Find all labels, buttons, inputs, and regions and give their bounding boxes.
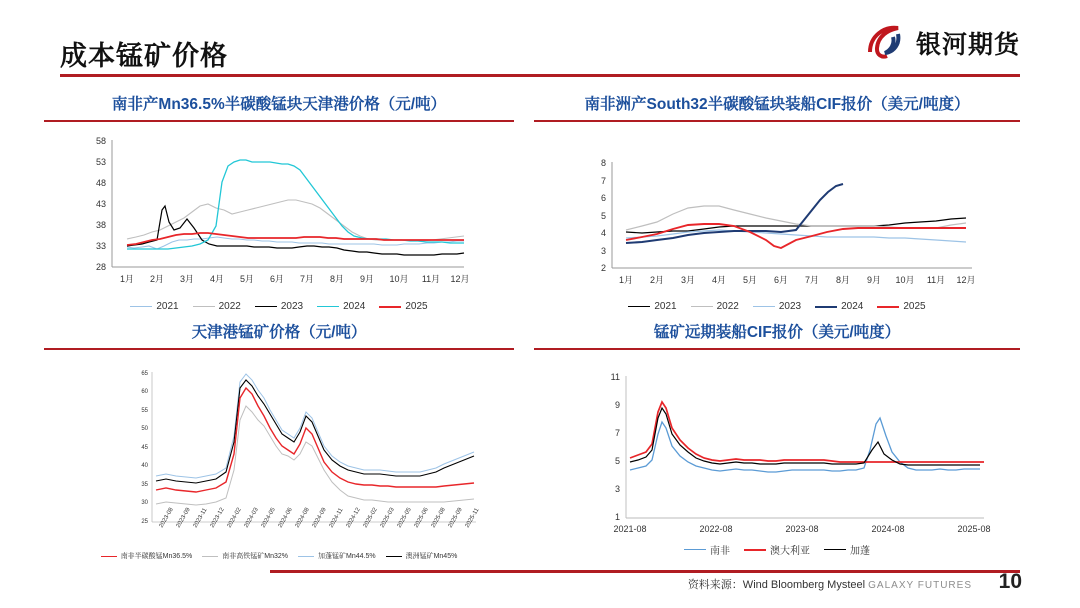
legend-swatch <box>255 306 277 307</box>
svg-text:2025-11: 2025-11 <box>464 507 481 529</box>
svg-text:53: 53 <box>95 157 106 167</box>
legend-item-south-africa[interactable] <box>684 542 730 557</box>
legend-label: 2025 <box>903 301 926 312</box>
legend-label: 2023 <box>280 301 304 312</box>
svg-text:6月: 6月 <box>773 275 789 285</box>
svg-text:35: 35 <box>141 482 148 488</box>
svg-text:8: 8 <box>600 158 606 168</box>
brand-name: 银河期货 <box>915 31 1020 59</box>
legend-swatch <box>317 306 339 307</box>
svg-text:58: 58 <box>95 136 106 146</box>
svg-text:50: 50 <box>141 426 148 432</box>
chart-area <box>534 350 1020 557</box>
title-divider <box>60 74 1020 77</box>
legend-swatch <box>628 306 650 307</box>
legend-swatch <box>815 306 837 308</box>
legend-item-sa-mn32[interactable] <box>202 551 288 561</box>
svg-text:2025-02: 2025-02 <box>362 506 379 529</box>
legend-label: 2021 <box>156 301 179 312</box>
svg-text:2024-12: 2024-12 <box>345 506 362 529</box>
page-number: 10 <box>998 570 1022 593</box>
svg-text:2024-02: 2024-02 <box>226 506 243 529</box>
svg-text:12月: 12月 <box>956 275 976 285</box>
svg-text:2025-03: 2025-03 <box>379 506 396 529</box>
chart-title: 南非产Mn36.5%半碳酸锰块天津港价格（元/吨） <box>111 96 447 113</box>
legend-label: 2021 <box>654 301 677 312</box>
svg-text:2023-11: 2023-11 <box>192 507 209 529</box>
legend-item-2022[interactable] <box>691 301 739 312</box>
svg-text:10月: 10月 <box>895 275 915 285</box>
svg-text:10月: 10月 <box>389 274 409 284</box>
legend-label: 2022 <box>218 301 241 312</box>
svg-text:43: 43 <box>95 199 106 209</box>
svg-text:48: 48 <box>95 178 106 188</box>
legend-label: 2024 <box>343 301 366 312</box>
chart-area <box>534 122 1020 312</box>
legend-item-sa-mn365[interactable] <box>101 551 193 561</box>
svg-text:2023-08: 2023-08 <box>785 524 819 534</box>
line-chart-tianjin-port <box>44 350 514 565</box>
legend-item-2025[interactable] <box>877 301 925 312</box>
svg-text:2025-09: 2025-09 <box>447 506 464 529</box>
svg-text:1月: 1月 <box>119 274 135 284</box>
svg-text:11月: 11月 <box>926 275 946 285</box>
legend-swatch <box>193 306 215 307</box>
legend-swatch <box>691 306 713 307</box>
legend-label: 加蓬锰矿Mn44.5% <box>318 553 376 560</box>
chart-legend <box>44 551 514 561</box>
svg-text:2月: 2月 <box>149 274 165 284</box>
chart-legend <box>534 542 1020 557</box>
svg-text:2024-11: 2024-11 <box>328 507 345 529</box>
svg-text:5月: 5月 <box>239 274 255 284</box>
footer-divider <box>270 570 1020 573</box>
legend-label: 2025 <box>405 301 428 312</box>
svg-text:30: 30 <box>141 500 148 506</box>
svg-text:2025-06: 2025-06 <box>413 506 430 529</box>
legend-item-australia-mn45[interactable] <box>386 551 458 561</box>
svg-text:7: 7 <box>614 428 620 438</box>
legend-swatch <box>877 306 899 308</box>
source-label: 资料来源：Wind Bloomberg Mysteel <box>687 579 866 591</box>
chart-title: 天津港锰矿价格（元/吨） <box>191 324 367 341</box>
legend-swatch <box>202 556 218 557</box>
svg-text:2024-06: 2024-06 <box>277 506 294 529</box>
svg-text:7月: 7月 <box>804 275 820 285</box>
legend-item-2023[interactable] <box>255 301 303 312</box>
chart-title: 南非洲产South32半碳酸锰块装船CIF报价（美元/吨度） <box>584 96 970 113</box>
legend-item-gabon[interactable] <box>824 542 870 557</box>
legend-item-2022[interactable] <box>193 301 241 312</box>
chart-title: 锰矿远期装船CIF报价（美元/吨度） <box>653 324 901 341</box>
svg-text:8月: 8月 <box>835 275 851 285</box>
svg-text:1月: 1月 <box>618 275 634 285</box>
svg-text:7月: 7月 <box>299 274 315 284</box>
svg-text:6月: 6月 <box>269 274 285 284</box>
svg-text:55: 55 <box>141 408 148 414</box>
svg-text:5: 5 <box>600 211 606 221</box>
svg-text:5月: 5月 <box>742 275 758 285</box>
chart-legend <box>44 301 514 312</box>
legend-label: 澳洲锰矿Mn45% <box>405 553 458 560</box>
svg-text:9月: 9月 <box>359 274 375 284</box>
svg-text:11月: 11月 <box>421 274 441 284</box>
svg-text:2025-05: 2025-05 <box>396 506 413 529</box>
legend-label: 南非高铁锰矿Mn32% <box>222 553 288 560</box>
chart-panel-sa-mn365-tianjin <box>44 92 514 312</box>
legend-label: 澳大利亚 <box>770 546 810 557</box>
legend-swatch <box>386 556 402 557</box>
chart-legend <box>534 301 1020 312</box>
chart-area <box>44 350 514 561</box>
svg-text:2023-08: 2023-08 <box>158 506 175 529</box>
legend-swatch <box>753 306 775 307</box>
legend-item-2021[interactable] <box>628 301 676 312</box>
svg-text:9: 9 <box>614 400 620 410</box>
legend-item-2024[interactable] <box>317 301 365 312</box>
svg-text:5: 5 <box>614 456 620 466</box>
svg-text:1: 1 <box>614 512 620 522</box>
svg-text:2: 2 <box>600 263 606 273</box>
svg-text:2024-03: 2024-03 <box>243 506 260 529</box>
svg-text:3月: 3月 <box>179 274 195 284</box>
line-chart-sa-mn365 <box>44 122 514 307</box>
svg-text:65: 65 <box>141 371 148 377</box>
brand-logo <box>864 22 1020 64</box>
svg-text:2025-08: 2025-08 <box>430 506 447 529</box>
svg-text:9月: 9月 <box>866 275 882 285</box>
svg-text:4: 4 <box>600 228 606 238</box>
line-chart-forward-cif <box>534 350 1020 550</box>
svg-text:2025-08: 2025-08 <box>957 524 991 534</box>
legend-swatch <box>130 306 152 307</box>
svg-text:3: 3 <box>614 484 620 494</box>
svg-text:2022-08: 2022-08 <box>699 524 733 534</box>
svg-text:60: 60 <box>141 389 148 395</box>
legend-item-2023[interactable] <box>753 301 801 312</box>
svg-text:2024-09: 2024-09 <box>311 506 328 529</box>
svg-text:3: 3 <box>600 246 606 256</box>
svg-text:2023-12: 2023-12 <box>209 506 226 529</box>
chart-panel-tianjin-port <box>44 320 514 561</box>
legend-swatch <box>101 556 117 557</box>
brand-en: GALAXY FUTURES <box>868 580 972 591</box>
svg-text:12月: 12月 <box>450 274 470 284</box>
legend-swatch <box>684 549 706 550</box>
svg-text:2月: 2月 <box>649 275 665 285</box>
chart-area <box>44 122 514 312</box>
svg-text:33: 33 <box>95 241 106 251</box>
svg-text:4月: 4月 <box>711 275 727 285</box>
legend-label: 加蓬 <box>850 546 870 557</box>
svg-text:6: 6 <box>600 193 606 203</box>
svg-text:2024-08: 2024-08 <box>871 524 905 534</box>
legend-label: 2024 <box>841 301 864 312</box>
svg-text:2021-08: 2021-08 <box>613 524 647 534</box>
legend-item-2024[interactable] <box>815 301 863 312</box>
legend-item-australia[interactable] <box>744 542 810 557</box>
svg-text:2024-05: 2024-05 <box>260 506 277 529</box>
svg-text:7: 7 <box>600 176 606 186</box>
svg-text:45: 45 <box>141 445 148 451</box>
legend-swatch <box>824 549 846 550</box>
legend-item-2025[interactable] <box>379 301 427 312</box>
svg-text:8月: 8月 <box>329 274 345 284</box>
svg-text:2024-08: 2024-08 <box>294 506 311 529</box>
svg-text:28: 28 <box>95 262 106 272</box>
legend-swatch <box>744 549 766 551</box>
svg-text:25: 25 <box>141 519 148 525</box>
svg-text:4月: 4月 <box>209 274 225 284</box>
line-chart-south32-cif <box>534 122 1020 307</box>
legend-label: 2023 <box>778 301 802 312</box>
legend-item-2021[interactable] <box>130 301 178 312</box>
chart-panel-forward-cif <box>534 320 1020 557</box>
galaxy-futures-logo-icon <box>864 22 906 64</box>
chart-panel-south32-cif <box>534 92 1020 312</box>
legend-label: 2022 <box>716 301 739 312</box>
svg-text:38: 38 <box>95 220 106 230</box>
page-title: 成本锰矿价格 <box>60 41 228 71</box>
legend-label: 南非 <box>710 546 730 557</box>
svg-text:3月: 3月 <box>680 275 696 285</box>
legend-swatch <box>379 306 401 308</box>
svg-text:11: 11 <box>610 372 620 382</box>
svg-text:2023-09: 2023-09 <box>175 506 192 529</box>
source-note <box>688 576 972 592</box>
svg-text:40: 40 <box>141 463 148 469</box>
legend-swatch <box>298 556 314 557</box>
legend-label: 南非半碳酸锰Mn36.5% <box>120 553 193 560</box>
legend-item-gabon-mn445[interactable] <box>298 551 376 561</box>
